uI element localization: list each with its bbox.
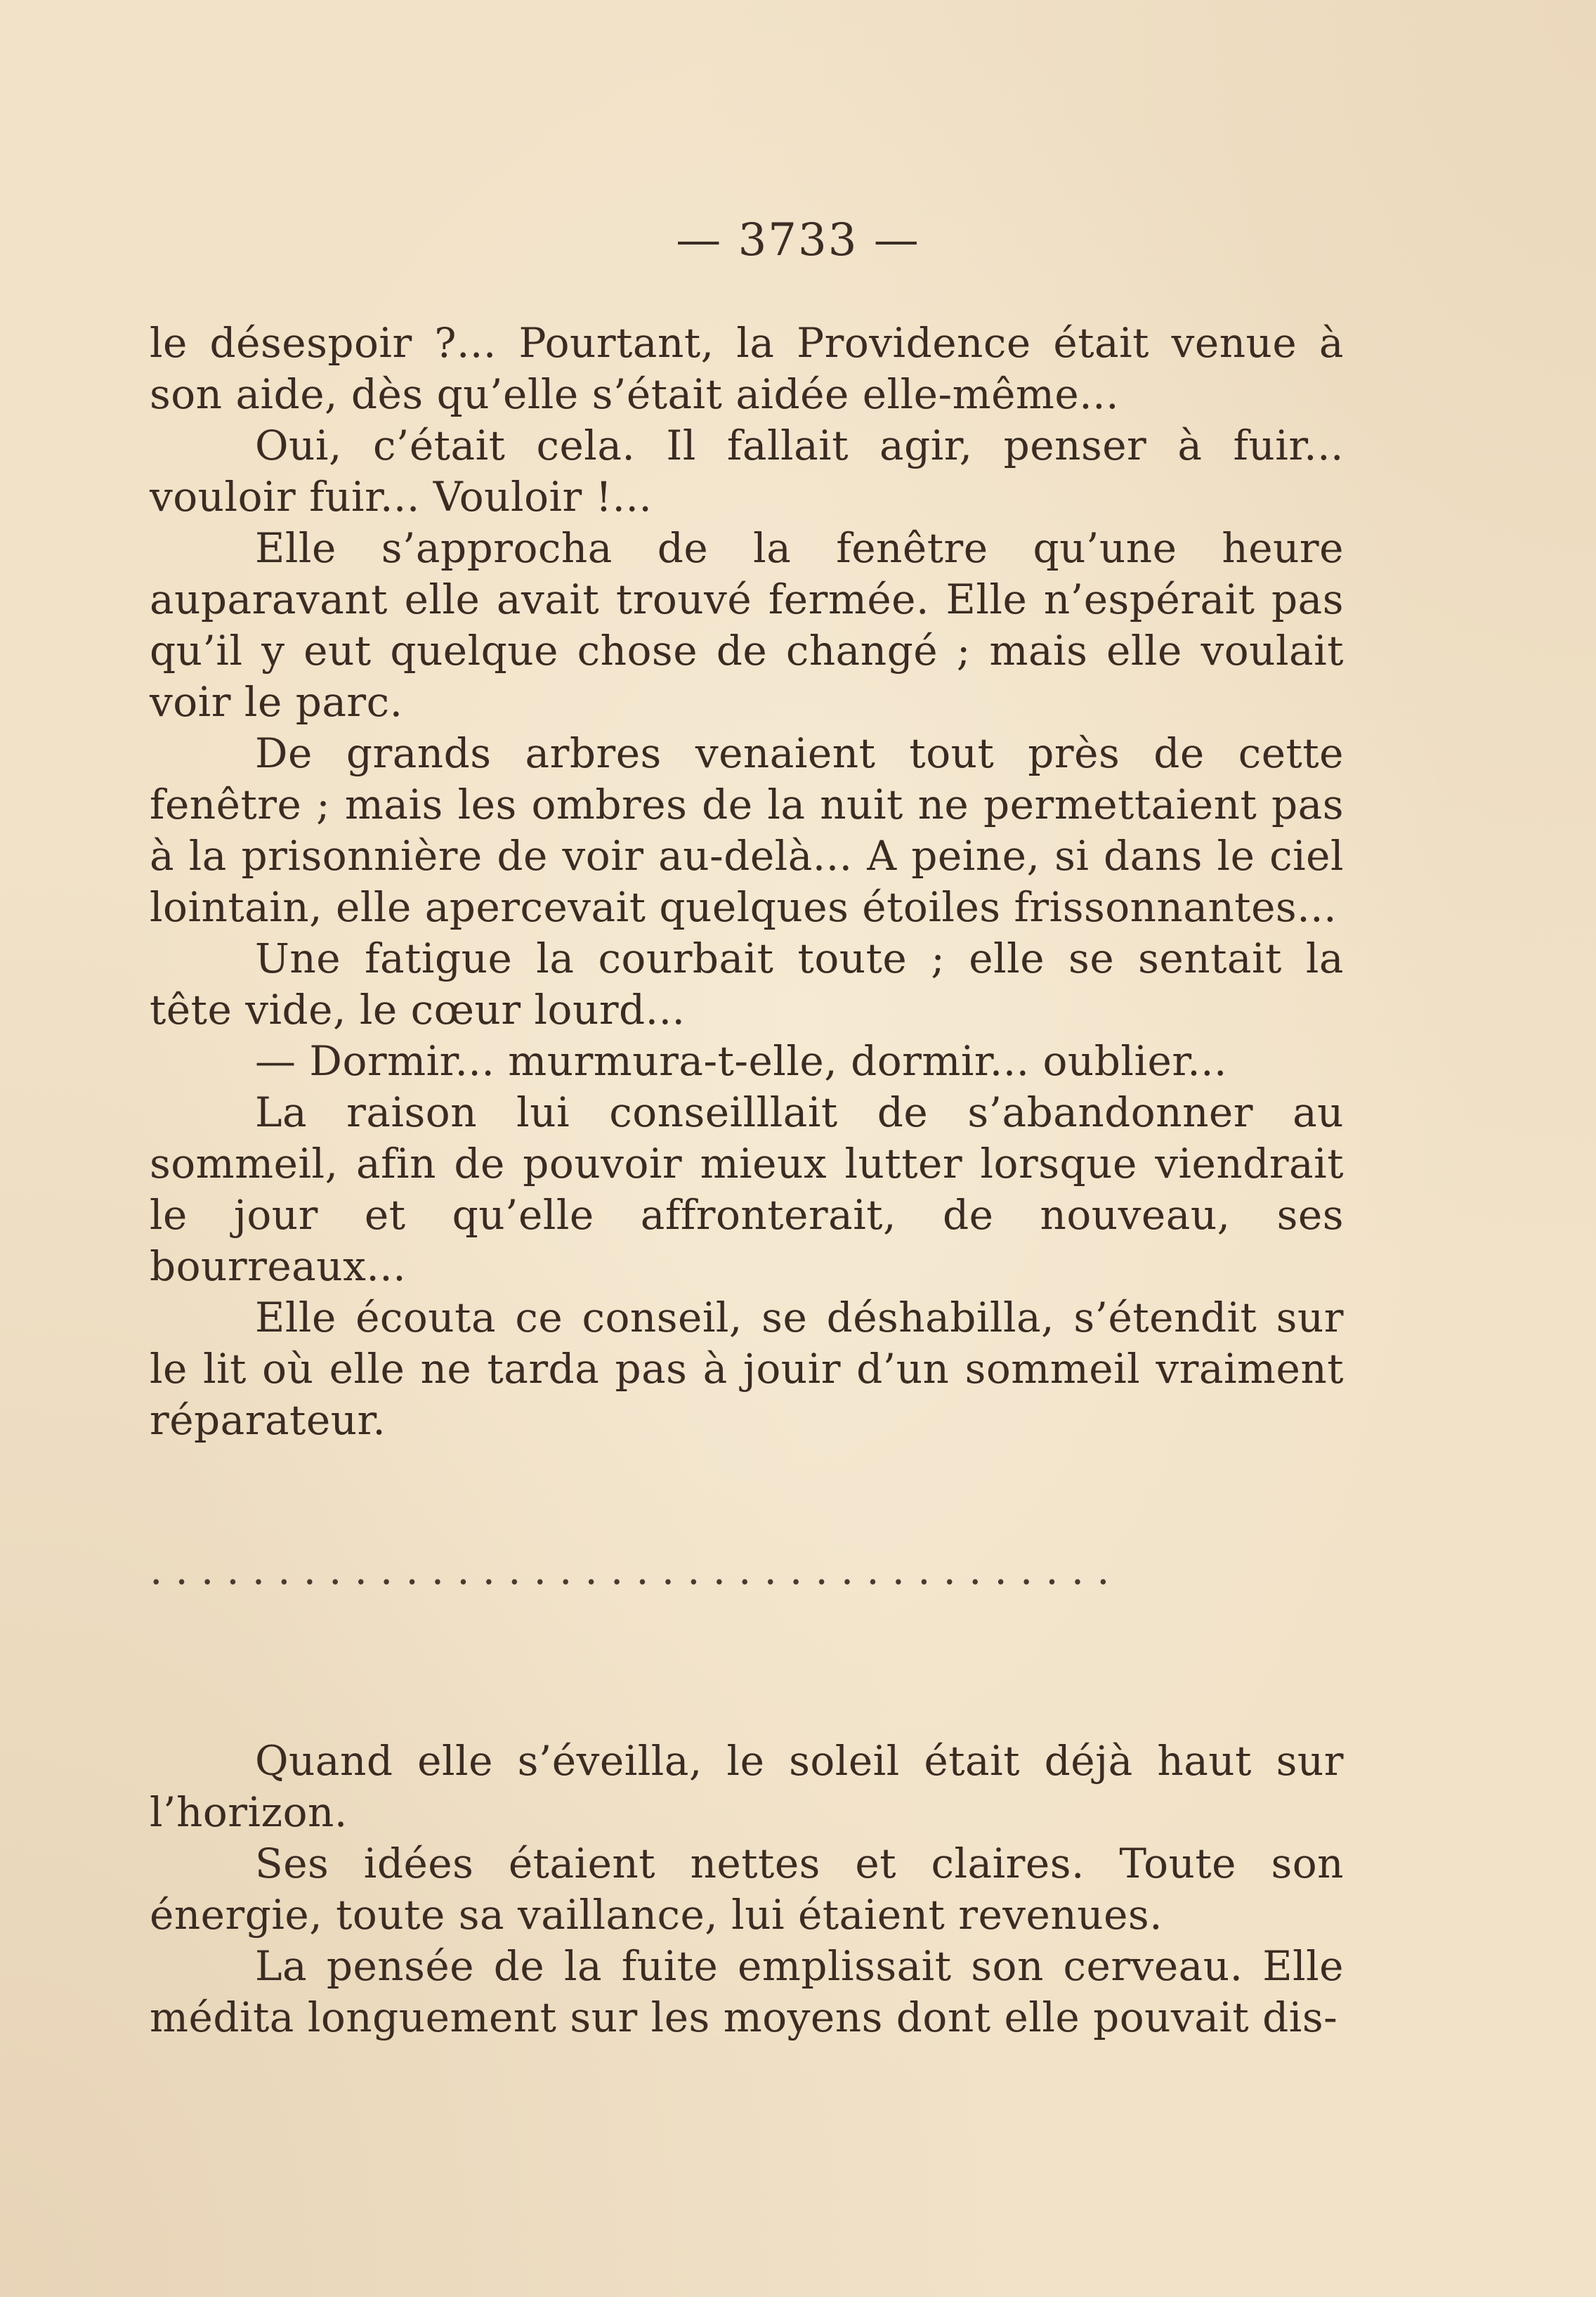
- paragraph: Quand elle s’éveilla, le soleil était déjà haut sur l’horizon.: [150, 1737, 1344, 1836]
- paragraph: La raison lui conseilllait de s’abandonner au sommeil, afin de pouvoir mieux lutter lorsque viendrait le jour et qu’elle affronterait, de nouveau, ses bourreaux...: [150, 1088, 1344, 1290]
- paragraph: Une fatigue la courbait toute ; elle se sentait la tête vide, le cœur lourd...: [150, 935, 1344, 1034]
- text-block-bottom: [150, 1736, 1344, 2043]
- paragraph: le désespoir ?... Pourtant, la Providence était venue à son aide, dès qu’elle s’était aidée elle-même...: [150, 319, 1344, 418]
- paragraph: Elle s’approcha de la fenêtre qu’une heure auparavant elle avait trouvé fermée. Elle n’espérait pas qu’il y eut quelque chose de changé ; mais elle voulait voir le parc.: [150, 524, 1344, 726]
- paragraph: Elle écouta ce conseil, se déshabilla, s’étendit sur le lit où elle ne tarda pas à jouir d’un sommeil vraiment réparateur.: [150, 1294, 1344, 1444]
- paragraph: Oui, c’était cela. Il fallait agir, penser à fuir... vouloir fuir... Vouloir !...: [150, 422, 1344, 521]
- paragraph: La pensée de la fuite emplissait son cerveau. Elle médita longuement sur les moyens dont elle pouvait dis-: [150, 1942, 1344, 2041]
- section-separator: ......................................: [150, 1546, 1123, 1594]
- paragraph: — Dormir... murmura-t-elle, dormir... oublier...: [255, 1037, 1227, 1085]
- text-block-top: [150, 318, 1344, 1446]
- paragraph: De grands arbres venaient tout près de cette fenêtre ; mais les ombres de la nuit ne permettaient pas à la prisonnière de voir au-delà... A peine, si dans le ciel lointain, elle apercevait quelques étoiles frissonnantes...: [150, 729, 1344, 931]
- paragraph: Ses idées étaient nettes et claires. Toute son énergie, toute sa vaillance, lui étaient revenues.: [150, 1840, 1344, 1939]
- page-number: — 3733 —: [676, 214, 920, 266]
